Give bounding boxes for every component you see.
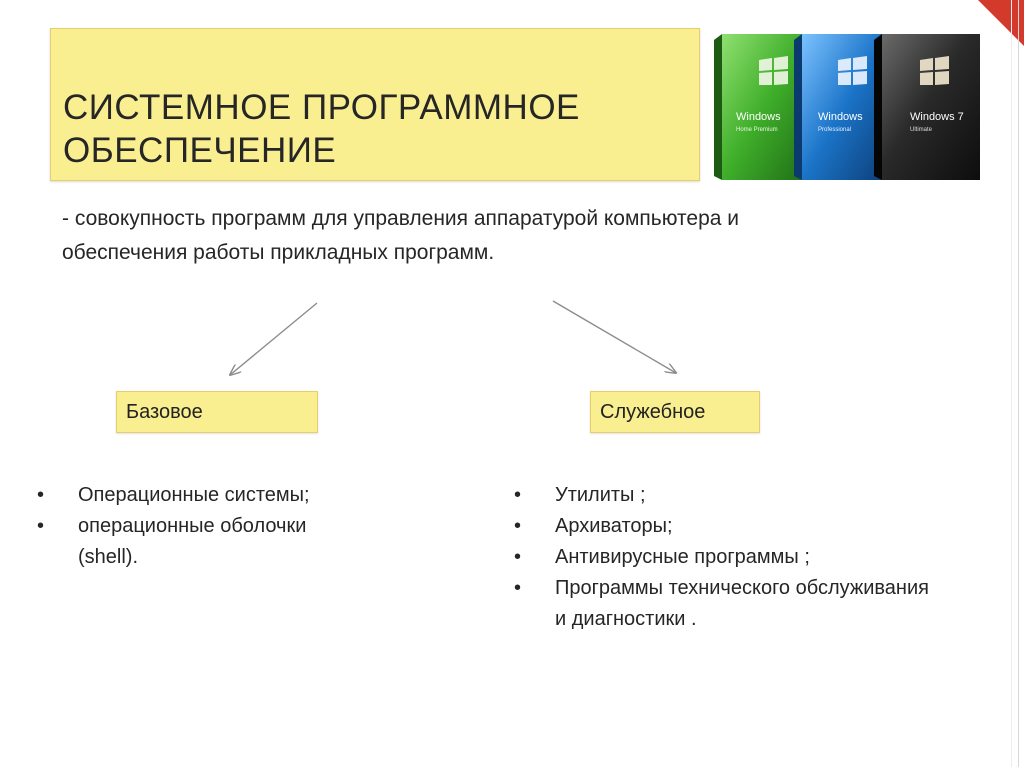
- arrow-to-service: [553, 301, 676, 373]
- service-list: [514, 480, 934, 635]
- list-item: • Операционные системы;: [37, 480, 327, 511]
- list-item: • Архиваторы;: [514, 511, 934, 542]
- category-service: Служебное: [590, 391, 760, 433]
- box-sublabel-3: Ultimate: [910, 127, 933, 133]
- box-sublabel-1: Home Premium: [736, 127, 778, 133]
- list-item: • Антивирусные программы ;: [514, 542, 934, 573]
- box-sublabel-2: Professional: [818, 127, 852, 133]
- base-list: [37, 480, 327, 573]
- definition-text: - совокупность программ для управления аппаратурой компьютера и обеспечения работы прикладных программ.: [62, 207, 740, 264]
- list-item: • Утилиты ;: [514, 480, 934, 511]
- category-base: Базовое: [116, 391, 318, 433]
- slide-title: СИСТЕМНОЕ ПРОГРАММНОЕ ОБЕСПЕЧЕНИЕ: [63, 88, 580, 170]
- box-label-2: Windows: [818, 111, 863, 123]
- box-label-1: Windows: [736, 111, 781, 123]
- arrow-to-base: [230, 303, 317, 375]
- list-item: • Программы технического обслуживания и диагностики .: [514, 573, 934, 635]
- box-label-3: Windows 7: [910, 111, 964, 123]
- list-item: • операционные оболочки (shell).: [37, 511, 327, 573]
